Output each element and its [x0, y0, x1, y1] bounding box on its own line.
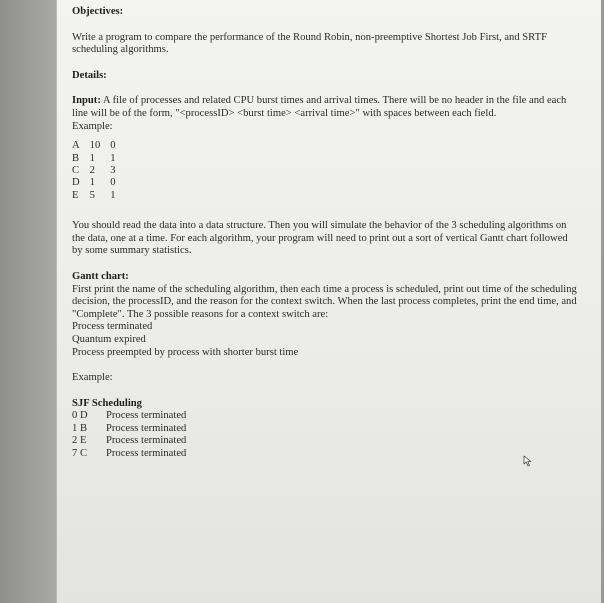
burst-time: 5	[89, 189, 95, 201]
process-id: C	[72, 164, 80, 176]
table-row	[72, 190, 126, 202]
gantt-heading: Gantt chart:	[72, 270, 129, 282]
arrival-time: 0	[110, 177, 116, 189]
gantt-text: First print the name of the scheduling algorithm, then each time a process is scheduled, print out time of the scheduling decision, the processID, and the reason for the context switch. When the last process completes, print the end time, and "Complete". The 3 possible reasons for a context switch are:	[72, 283, 577, 320]
table-row	[72, 435, 186, 447]
arrival-time: 0	[110, 140, 116, 152]
reason-item: Process preempted by process with shorter burst time	[72, 346, 299, 358]
table-row	[72, 448, 186, 460]
reason: Process terminated	[106, 447, 187, 459]
sjf-heading: SJF Scheduling	[72, 397, 142, 409]
time-process: 1 B	[72, 422, 88, 434]
burst-time: 1	[89, 152, 95, 164]
burst-time: 2	[89, 164, 95, 176]
input-paragraph	[72, 95, 577, 120]
time-process: 2 E	[72, 435, 87, 447]
process-id: B	[72, 152, 80, 164]
mouse-pointer-icon	[523, 455, 535, 467]
process-id: E	[72, 189, 79, 201]
time-process: 7 C	[72, 447, 88, 459]
simulation-paragraph: You should read the data into a data structure. Then you will simulate the behavior of the 3 scheduling algorithms on the data, one at a time. For each algorithm, your program will need to print out a sort of vertical Gantt chart followed by some summary statistics.	[72, 220, 568, 257]
table-row	[72, 177, 126, 189]
time-process: 0 D	[72, 410, 88, 422]
input-example-table	[72, 140, 126, 202]
background-edge	[0, 0, 56, 603]
burst-time: 10	[89, 140, 101, 152]
input-text: A file of processes and related CPU burst times and arrival times. There will be no header in the file and each line will be of the form, "<processID> <burst time> <arrival time>" with spaces between each field.	[72, 95, 567, 119]
details-heading: Details:	[72, 69, 107, 81]
arrival-time: 3	[110, 164, 116, 176]
document-page	[56, 0, 601, 603]
reason-item: Process terminated	[72, 321, 153, 333]
reason: Process terminated	[106, 422, 187, 434]
input-label: Input:	[72, 95, 101, 107]
table-row	[72, 140, 126, 152]
reason: Process terminated	[106, 410, 187, 422]
arrival-time: 1	[110, 189, 116, 201]
process-id: A	[72, 140, 80, 152]
table-row	[72, 423, 186, 435]
gantt-example-label: Example:	[72, 372, 113, 384]
arrival-time: 1	[110, 152, 116, 164]
sjf-output-table	[72, 410, 186, 460]
table-row	[72, 153, 126, 165]
burst-time: 1	[89, 177, 95, 189]
table-row	[72, 165, 126, 177]
process-id: D	[72, 177, 80, 189]
input-example-label: Example:	[72, 120, 113, 132]
objectives-text: Write a program to compare the performance of the Round Robin, non-preemptive Shortest Job First, and SRTF scheduling algorithms.	[72, 31, 547, 56]
reason-item: Quantum expired	[72, 333, 146, 345]
reason: Process terminated	[106, 435, 187, 447]
table-row	[72, 410, 186, 422]
document-content	[72, 6, 577, 460]
objectives-heading: Objectives:	[72, 6, 124, 17]
